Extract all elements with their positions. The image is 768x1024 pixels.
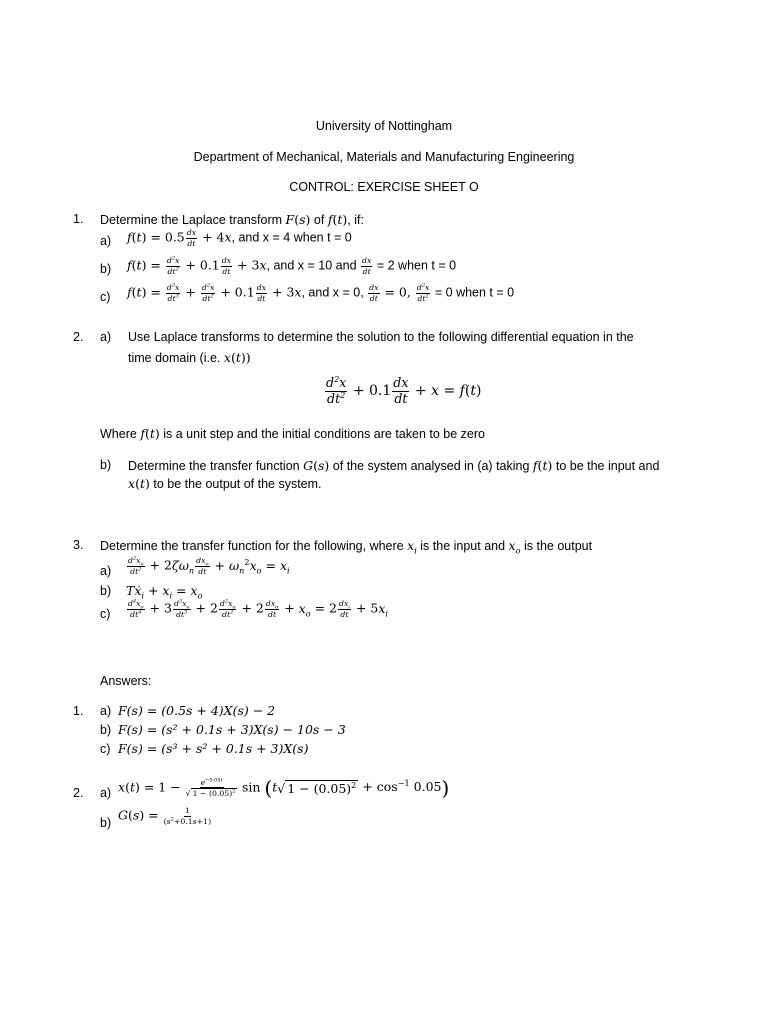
- answers-heading: Answers:: [100, 674, 152, 688]
- answer-1c-label: c): [100, 742, 111, 756]
- answer-1c: F(s) = (s³ + s² + 0.1s + 3)X(s): [118, 741, 309, 756]
- q3b-label: b): [100, 584, 112, 598]
- q3c-label: c): [100, 607, 111, 621]
- answer-1b-label: b): [100, 723, 112, 737]
- q1-number: 1.: [73, 212, 84, 226]
- q2b-line1: Determine the transfer function G(s) of the system analysed in (a) taking f(t) to be the input and: [128, 458, 660, 473]
- q1b-label: b): [100, 262, 112, 276]
- answer-2a: x(t) = 1 − $\frac{e^{-0.05t}}{√ 1 - (0.05)^2}$ sin (t√ $1 - (0.05)^2 + \cos^{-1} 0.05$): [118, 776, 450, 800]
- answer-1b: F(s) = (s² + 0.1s + 3)X(s) − 10s − 3: [118, 722, 346, 737]
- q1c-equation: f(t) = $\frac{d^3x}{dt^3}$ + $\frac{d^2x}{dt^2}$ + 0.1 $\frac{dx}{dt}$ + 3x, and x = 0, $\frac{dx}{dt}$ = 0, $\frac{d^2x}{dt^2}$ = 0 when t = 0: [127, 282, 515, 303]
- answer-2b: G(s) = $\frac{1}{(s^2+0.1s+1)}$: [118, 806, 212, 826]
- university-name: University of Nottingham: [315, 119, 453, 133]
- q2b-label: b): [100, 458, 112, 472]
- q1b-equation: f(t) = $\frac{d^2x}{dt^2}$ + 0.1 $\frac{dx}{dt}$ + 3x, and x = 10 and $\frac{dx}{dt}$ = 2 when t = 0: [127, 255, 457, 276]
- q1c-label: c): [100, 290, 111, 304]
- q1-prompt: Determine the Laplace transform F(s) of f(t), if:: [100, 212, 364, 227]
- q2a-line1: Use Laplace transforms to determine the solution to the following differential equation in the: [128, 330, 634, 344]
- q3a-equation: $\frac{d^2x_o}{dt^2}$ + $2\zeta\omega_n$ $\frac{dx_o}{dt}$ + $\omega_n^2x_o = x_i$: [128, 555, 290, 576]
- q3c-equation: $\frac{d^4x_o}{dt^4}$ + 3 $\frac{d^3x_o}{dt^3}$ + 2 $\frac{d^2x_o}{dt^2}$ + 2 $\frac{dx_o}{dt}$ + $x_o = 2$ $\frac{dx_i}{dt}$ + $5x_i$: [128, 598, 388, 619]
- q3b-equation: Tẋ$_i$ + $x_i = x_o$: [126, 583, 203, 601]
- q2-number: 2.: [73, 330, 84, 344]
- q3-prompt: Determine the transfer function for the following, where $x_i$ is the input and $x_o$ is the output: [100, 538, 593, 556]
- sheet-title: CONTROL: EXERCISE SHEET O: [289, 180, 479, 194]
- q2-where-text: Where f(t) is a unit step and the initial conditions are taken to be zero: [100, 426, 485, 441]
- answer-2a-label: a): [100, 786, 112, 800]
- q2a-line2: time domain (i.e. x(t)): [128, 350, 251, 365]
- answers-1-number: 1.: [73, 704, 84, 718]
- q3a-label: a): [100, 564, 112, 578]
- q2a-label: a): [100, 330, 112, 344]
- q3-number: 3.: [73, 538, 84, 552]
- q2-differential-equation: $\frac{d^2x}{dt^2}$ + 0.1 $\frac{dx}{dt}$ + x = f(t): [326, 373, 482, 406]
- answer-1a-label: a): [100, 704, 112, 718]
- q1a-equation: f(t) = 0.5 $\frac{dx}{dt}$ + 4x, and x = 4 when t = 0: [127, 228, 352, 248]
- answers-2-number: 2.: [73, 786, 84, 800]
- answer-1a: F(s) = (0.5s + 4)X(s) − 2: [118, 703, 276, 718]
- department-name: Department of Mechanical, Materials and Manufacturing Engineering: [193, 150, 575, 164]
- q2b-line2: x(t) to be the output of the system.: [128, 476, 322, 491]
- answer-2b-label: b): [100, 816, 112, 830]
- q1a-label: a): [100, 234, 112, 248]
